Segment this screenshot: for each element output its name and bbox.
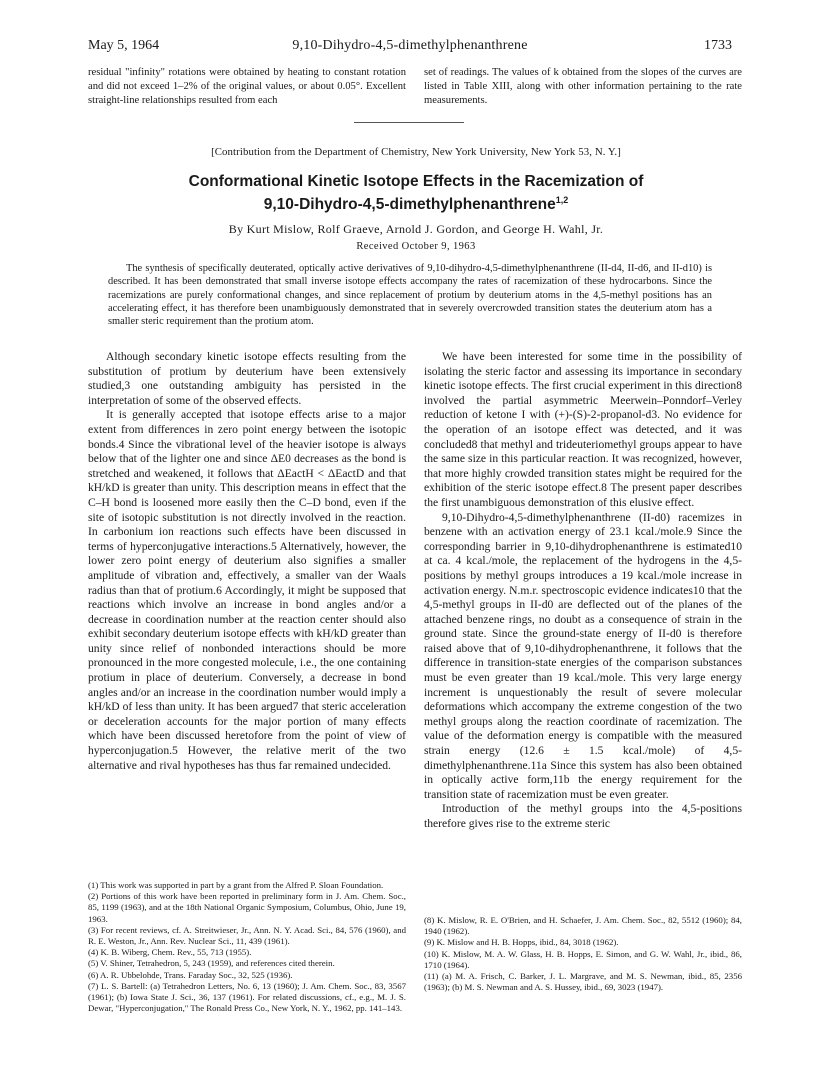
issue-date: May 5, 1964 [88, 38, 160, 53]
footnote: (11) (a) M. A. Frisch, C. Barker, J. L. Margrave, and M. S. Newman, ibid., 85, 2356 (1963); (b) M. S. Newman and A. S. Hussey, ibid., 69, 3023 (1947). [424, 971, 742, 993]
title-line-2 [88, 191, 744, 214]
abstract-text: The synthesis of specifically deuterated, optically active derivatives of 9,10-dihydro-4,5-dimethylphenanthrene (II-d4, II-d6, and II-d10) is described. It has been demonstrated that small inverse isotope effects accompany the rates of racemization of these hydrocarbons. Since the racemizations are purely conformational changes, and since replacement of protium by deuterium atoms in the 4,5-methyl positions has an accelerating effect, it has therefore been unambiguously demonstrated that in severely overcrowded transition states the deuterium atom has a smaller steric requirement than the protium atom. [108, 263, 712, 328]
body-paragraph: 9,10-Dihydro-4,5-dimethylphenanthrene (II-d0) racemizes in benzene with an activation energy of 23.1 kcal./mole.9 Since the corresponding barrier in 9,10-dihydrophenanthrene is estimated10 at ca. 4 kcal./mole, the replacement of the hydrogens in the 4,5-positions by methyl groups introduces a 19 kcal./mole increase in activation energy. N.m.r. spectroscopic evidence indicates10 that the 4,5-methyl groups in II-d0 are deflected out of the planes of the attached benzene rings, no doubt as a consequence of strain in the ground state. Since the ground-state energy of II-d0 is therefore raised above that of 9,10-dihydrophenanthrene, it follows that the difference in transition-state energies of the comparison substances must be even greater than 19 kcal./mole. This very large energy increment is unquestionably the result of severe molecular deformations which accompany the extreme congestion of the two methyl groups along the reaction coordinate of racemization. The value of the deformation energy is compatible with the measured strain energy (12.6 ± 1.5 kcal./mole) of 4,5-dimethylphenanthrene.11a Since this system has also been obtained in optically active form,11b the energy requirement for the transition state of racemization must be even greater. [424, 510, 742, 801]
running-title: 9,10-Dihydro-4,5-dimethylphenanthrene [292, 38, 528, 53]
article-title [88, 172, 744, 214]
affiliation: [Contribution from the Department of Chemistry, New York University, New York 53, N. Y.] [211, 146, 621, 158]
body-column-left [88, 350, 406, 773]
body-paragraph: Introduction of the methyl groups into the 4,5-positions therefore gives rise to the extreme steric [424, 802, 742, 830]
title-footnote-marker: 1,2 [555, 195, 569, 205]
footnote: (2) Portions of this work have been reported in preliminary form in J. Am. Chem. Soc., 85, 1199 (1963), and at the 18th National Organic Symposium, Columbus, Ohio, June 19, 1963. [88, 891, 406, 924]
footnote: (5) V. Shiner, Tetrahedron, 5, 243 (1959), and references cited therein. [88, 958, 335, 969]
received-date: Received October 9, 1963 [356, 241, 476, 252]
footnotes-left [88, 880, 406, 1014]
page-number: 1733 [704, 38, 732, 53]
title-line-1: Conformational Kinetic Isotope Effects in the Racemization of [188, 173, 644, 190]
footnotes-right [424, 915, 742, 993]
footnote: (4) K. B. Wiberg, Chem. Rev., 55, 713 (1955). [88, 947, 252, 958]
footnote: (8) K. Mislow, R. E. O'Brien, and H. Schaefer, J. Am. Chem. Soc., 82, 5512 (1960); 84, 1940 (1962). [424, 915, 742, 937]
footnote: (10) K. Mislow, M. A. W. Glass, H. B. Hopps, E. Simon, and G. W. Wahl, Jr., ibid., 86, 1710 (1964). [424, 948, 742, 970]
carryover-text-left: residual "infinity" rotations were obtained by heating to constant rotation and did not exceed 1–2% of the original values, or about 0.05°. Excellent straight-line relationships resulted from each [88, 67, 406, 106]
carryover-text-right: set of readings. The values of k obtained from the slopes of the curves are listed in Table XIII, along with other information pertaining to the rate measurements. [424, 67, 742, 106]
body-paragraph: We have been interested for some time in the possibility of isolating the steric factor and assessing its importance in secondary kinetic isotope effects. The first crucial experiment in this direction8 involved the partial asymmetric Meerwein–Ponndorf–Verley reduction of ketone I with (+)-(S)-2-propanol-d3. No evidence for the operation of an isotope effect was detected, and it was concluded8 that methyl and trideuteriomethyl groups appear to have the same size in this particular reaction. It was recognized, however, that more highly crowded transition states might be required for the exhibition of the steric isotope effect.8 The present paper describes the first unambiguous demonstration of this elusive effect. [424, 350, 742, 509]
footnote: (3) For recent reviews, cf. A. Streitwieser, Jr., Ann. N. Y. Acad. Sci., 84, 576 (1960), and R. E. Weston, Jr., Ann. Rev. Nuclear Sci., 11, 439 (1961). [88, 924, 406, 947]
title-line-2-text: 9,10-Dihydro-4,5-dimethylphenanthrene [263, 196, 556, 214]
abstract [108, 262, 712, 328]
section-divider [354, 122, 464, 123]
running-head [88, 38, 732, 58]
body-paragraph: Although secondary kinetic isotope effects resulting from the substitution of protium by deuterium have been extensively studied,3 one outstanding ambiguity has persisted in the interpretation of some of the observed effects. [88, 350, 406, 407]
body-paragraph: It is generally accepted that isotope effects arise to a major extent from differences in zero point energy between the isotopic bonds.4 Since the vibrational level of the heavier isotope is always below that of the lighter one and since ΔE0 decreases as the bond is stretched and weakened, it follows that ΔEactH < ΔEactD and that kH/kD is greater than unity. This description means in effect that the C–H bond is loosened more easily then the C–D bond, even if the site of isotopic substitution is not directly involved in the reaction. In carbonium ion reactions such effects have been discussed in terms of hyperconjugative interactions.5 Alternatively, however, the lower zero point energy of deuterium also signifies a smaller amplitude of vibration and, effectively, a smaller van der Waals radius than that of protium.6 Accordingly, it might be supposed that reactions which involve an increase in bond angles and/or a decrease in coordination number at the reaction center should also exhibit secondary deuterium isotope effects with kH/kD greater than unity since relief of nonbonded interactions should be more pronounced in the more congested molecule, i.e., the one containing protium in place of deuterium. Conversely, a decrease in bond angles and/or an increase in the coordination number would imply a kH/kD of less than unity. It has been argued7 that steric acceleration or deceleration accounts for the major portion of many effects which have been discussed heretofore from the point of view of hyperconjugation.5 However, the relative merit of the two alternative and rival hypotheses has thus far remained undecided. [88, 408, 406, 772]
author-list: By Kurt Mislow, Rolf Graeve, Arnold J. Gordon, and George H. Wahl, Jr. [228, 222, 604, 236]
footnote: (1) This work was supported in part by a grant from the Alfred P. Sloan Foundation. [88, 880, 384, 890]
body-column-right [424, 350, 742, 832]
footnote: (7) L. S. Bartell: (a) Tetrahedron Letters, No. 6, 13 (1960); J. Am. Chem. Soc., 83, 3567 (1961); (b) Iowa State J. Sci., 36, 137 (1961). For related discussions, cf., e.g., M. J. S. Dewar, "Hyperconjugation," The Ronald Press Co., New York, N. Y., 1962, pp. 141–143. [88, 980, 406, 1014]
footnote: (6) A. R. Ubbelohde, Trans. Faraday Soc., 32, 525 (1936). [88, 969, 293, 980]
footnote: (9) K. Mislow and H. B. Hopps, ibid., 84, 3018 (1962). [424, 937, 619, 948]
